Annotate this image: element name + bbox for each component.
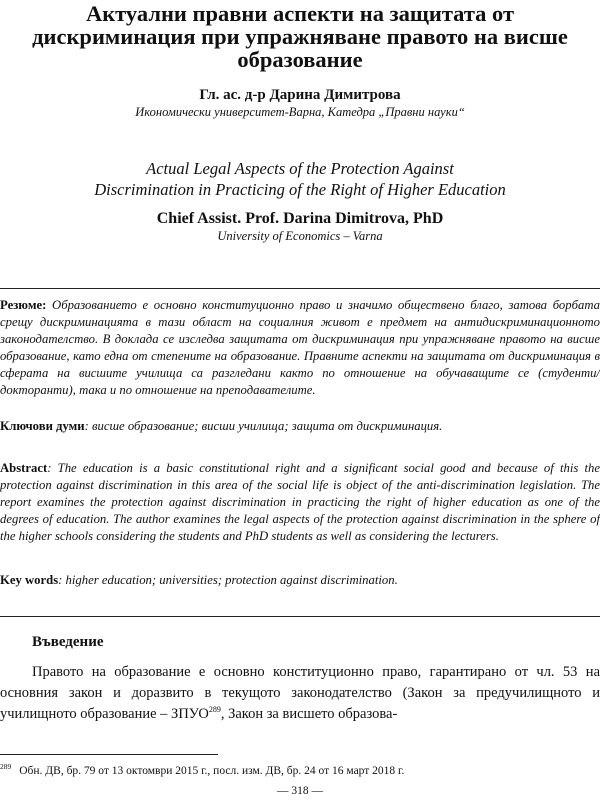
english-abstract-text: : The education is a basic constitutional right and a significant social good and because of this the protection against discrimination in this area of the social life is object of the anti-discrimination legislation. The report examines the protection against discrimination in practicing the right of higher education as one of the degrees of education. The author examines the legal aspects of the protection against discrimination in the sphere of the higher schools considering the students and PhD students as well as considering the lecturers. [0, 461, 600, 543]
bulgarian-author: Гл. ас. д-р Дарина Димитрова [199, 87, 401, 103]
bulgarian-affiliation: Икономически университет-Варна, Катедра „Правни науки“ [135, 105, 465, 119]
footnote [0, 760, 600, 778]
abstract-bottom-divider [0, 616, 600, 617]
english-keywords [0, 572, 600, 589]
english-keywords-label: Key words [0, 573, 59, 587]
page-number: — 318 — [277, 785, 323, 797]
bulgarian-abstract [0, 297, 600, 399]
bulgarian-keywords [0, 418, 600, 435]
english-author: Chief Assist. Prof. Darina Dimitrova, PhD [156, 210, 444, 227]
bulgarian-keywords-label: Ключови думи [0, 419, 85, 433]
english-abstract [0, 460, 600, 545]
bulgarian-title: Актуални правни аспекти на защитата от дискриминация при упражняване правото на висше образование [32, 1, 568, 72]
footnote-number: 289 [0, 762, 12, 771]
abstract-top-divider [0, 288, 600, 289]
bulgarian-abstract-label: Резюме: [0, 298, 47, 312]
english-title-line-1: Actual Legal Aspects of the Protection Against [146, 159, 454, 178]
footnote-text: Обн. ДВ, бр. 79 от 13 октомври 2015 г., посл. изм. ДВ, бр. 24 от 16 март 2018 г. [19, 764, 405, 777]
footnote-reference: 289 [208, 705, 221, 715]
bulgarian-abstract-text: Образованието е основно конституционно право и значимо обществено благо, затова борбата срещу дискриминацията в тази област на социалния живот е предмет на антидискриминационното законодателство. В доклада се изследва защитата от дискриминация при упражняване правото на висше образование, като една от степените на образование. Правните аспекти на защитата от дискриминация в сферата на висшите училища са разгледани както по отношение на обучаващите се (студенти/докторанти), така и по отношение на преподавателите. [0, 298, 600, 397]
body-text-part-2: , Закон за висшето образова- [220, 706, 398, 722]
english-abstract-label: Abstract [0, 461, 48, 475]
body-paragraph [0, 662, 600, 725]
section-heading: Въведение [32, 634, 104, 650]
english-title-line-2: Discrimination in Practicing of the Right of Higher Education [94, 180, 506, 199]
bulgarian-keywords-text: : висше образование; висши училища; защита от дискриминация. [84, 419, 443, 433]
english-title [30, 158, 570, 200]
english-affiliation: University of Economics – Varna [217, 229, 383, 243]
footnote-divider [0, 754, 218, 755]
english-keywords-text: : higher education; universities; protection against discrimination. [58, 573, 398, 587]
body-text-part-1: Правото на образование е основно конституционно право, гарантирано от чл. 53 на основния закон и доразвито в текущото законодателство (Закон за предучилищното и училищното образование – ЗПУО [0, 664, 600, 722]
